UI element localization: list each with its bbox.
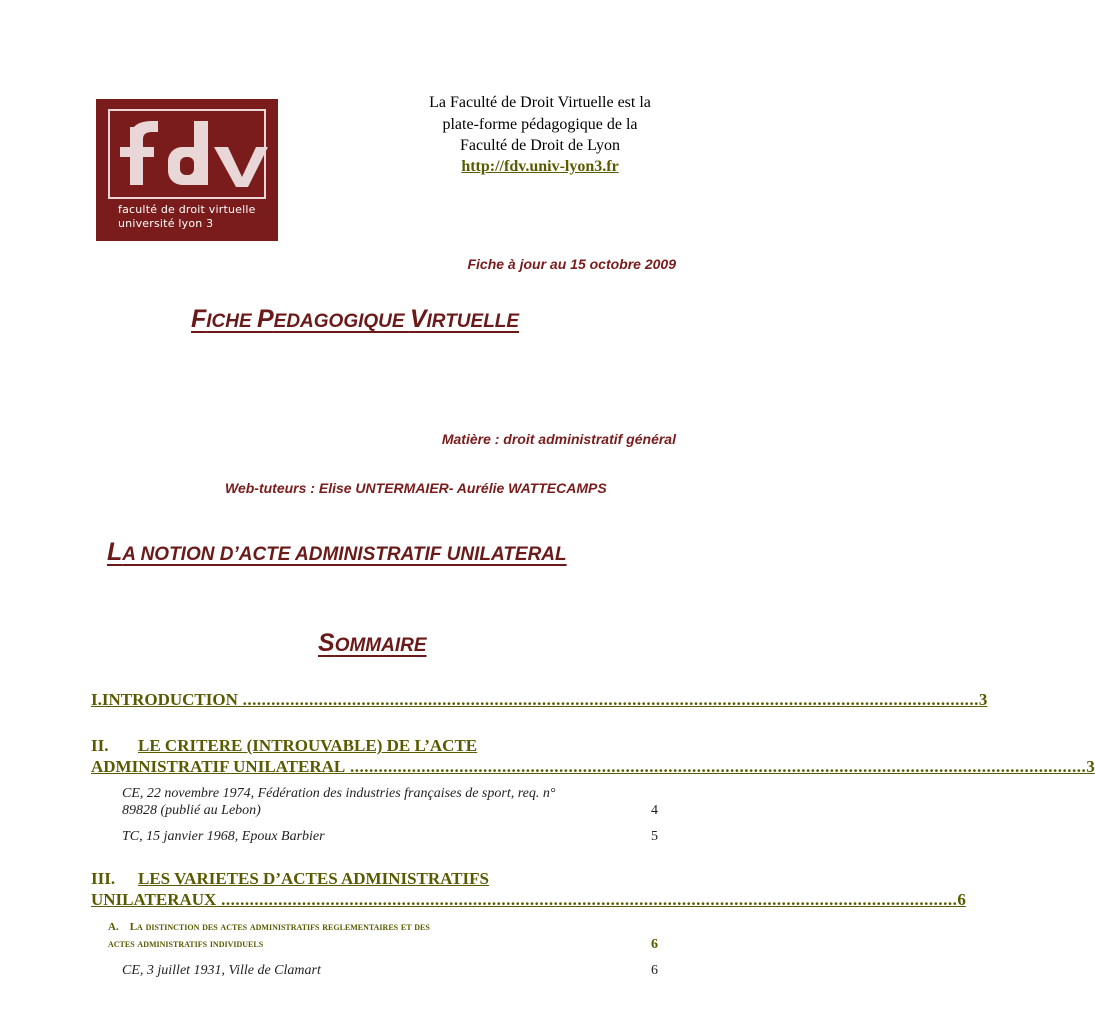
logo-line-2: université lyon 3 [118, 217, 214, 230]
sommaire-title: SOMMAIRE [318, 629, 427, 657]
matiere: Matière : droit administratif général [441, 431, 676, 447]
update-date: Fiche à jour au 15 octobre 2009 [467, 256, 676, 272]
fdv-logo [96, 99, 278, 241]
toc-introduction[interactable]: I.INTRODUCTION ........................................................................................................................................................... 3 [91, 690, 988, 709]
logo-line-1: faculté de droit virtuelle [118, 203, 256, 216]
toc-entry-ce-1974[interactable]: CE, 22 novembre 1974, Fédération des industries françaises de sport, req. n° 89828 (publié au Lebon) 4 [122, 786, 658, 818]
toc-entry-ce-1931[interactable]: CE, 3 juillet 1931, Ville de Clamart 6 [122, 963, 658, 978]
toc-section-3[interactable]: UNILATERAUX ........................................................................................................................................................... 6 [91, 890, 966, 909]
fiche-title: FICHE PEDAGOGIQUE VIRTUELLE [191, 305, 520, 333]
intro-line-1: La Faculté de Droit Virtuelle est la [429, 94, 651, 111]
web-tuteurs: Web-tuteurs : Elise UNTERMAIER- Aurélie WATTECAMPS [225, 480, 607, 496]
toc-section-2-heading[interactable]: II. LE CRITERE (INTROUVABLE) DE L’ACTE [91, 736, 478, 755]
notion-title: LA NOTION D’ACTE ADMINISTRATIF UNILATERAL [107, 538, 567, 566]
toc-section-3-heading[interactable]: III. LES VARIETES D’ACTES ADMINISTRATIFS [91, 869, 489, 888]
toc-entry-tc-1968[interactable]: TC, 15 janvier 1968, Epoux Barbier 5 [122, 829, 658, 844]
intro-line-3: Faculté de Droit de Lyon [460, 137, 620, 154]
toc-section-2[interactable]: ADMINISTRATIF UNILATERAL ........................................................................................................................................................... 3 [91, 757, 1095, 776]
fdv-link[interactable]: http://fdv.univ-lyon3.fr [461, 158, 619, 175]
intro-line-2: plate-forme pédagogique de la [442, 116, 638, 133]
toc-subsection-a[interactable]: A. La distinction des actes administratifs reglementaires et des actes administratifs individuels 6 [108, 921, 658, 952]
